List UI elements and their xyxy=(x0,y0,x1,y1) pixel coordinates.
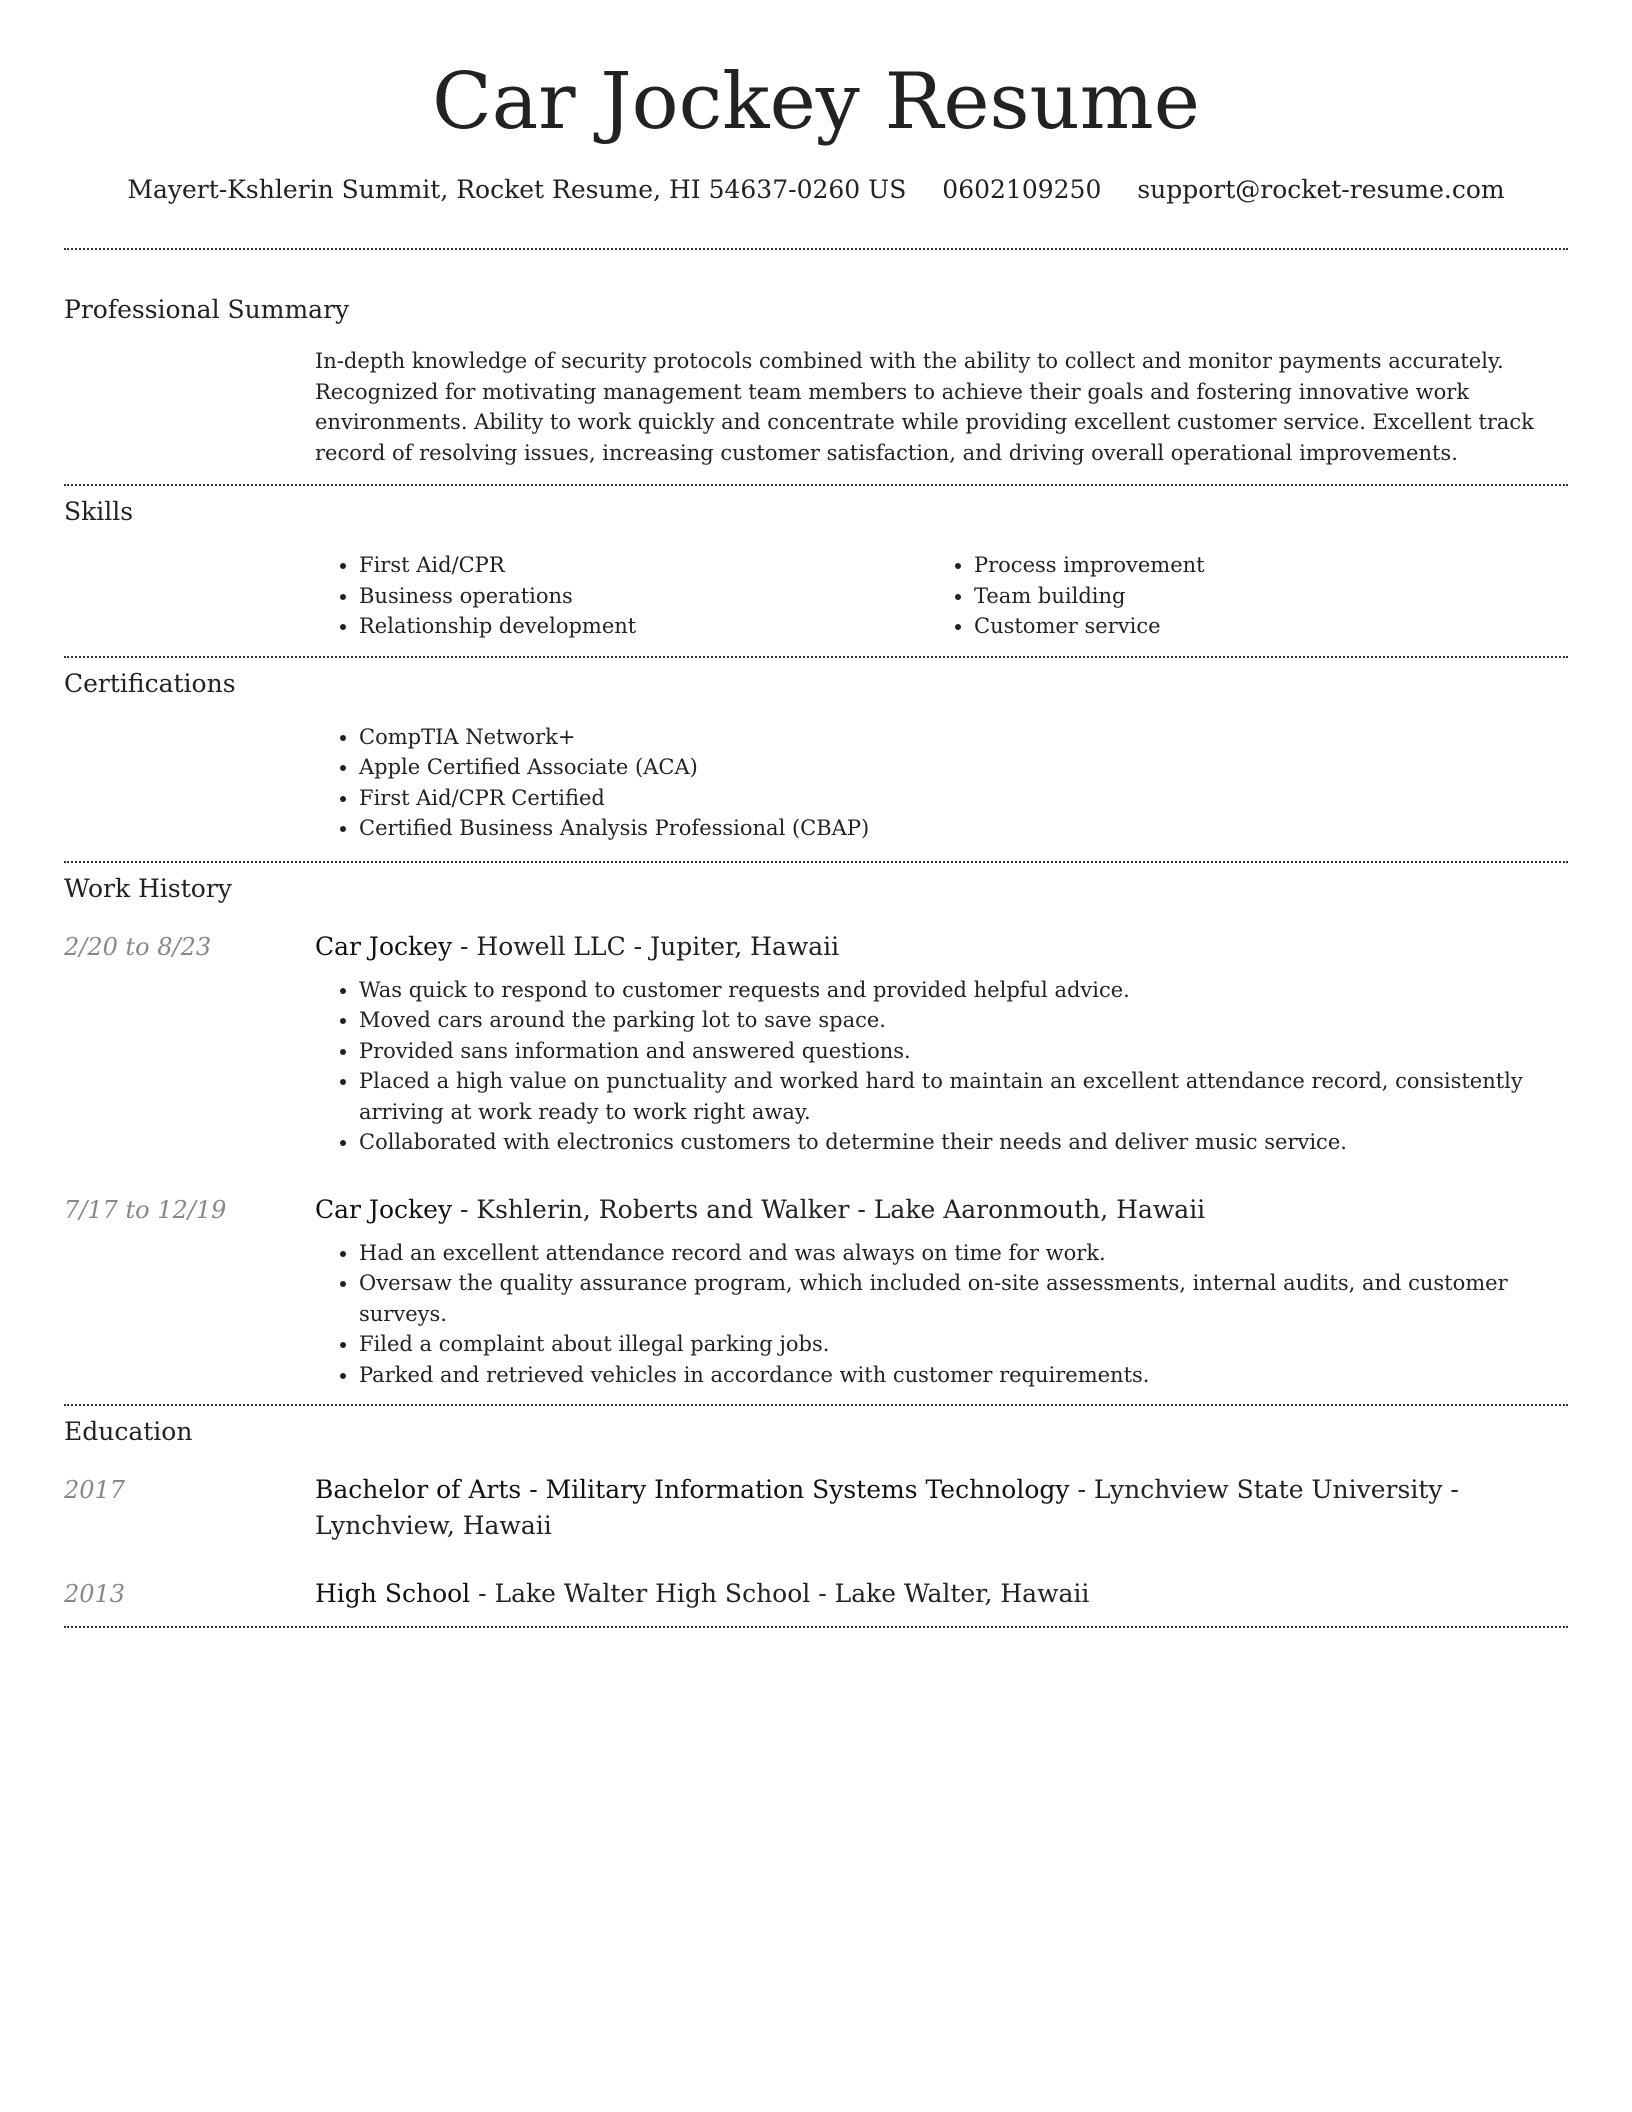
job-employer: - Howell LLC - Jupiter, Hawaii xyxy=(452,931,840,961)
contact-phone: 0602109250 xyxy=(942,175,1102,204)
divider xyxy=(64,1626,1568,1628)
education-school: - Lynchview State University - Lynchview, Hawaii xyxy=(315,1475,1459,1540)
job-employer: - Kshlerin, Roberts and Walker - Lake Aaronmouth, Hawaii xyxy=(452,1194,1206,1224)
contact-address: Mayert-Kshlerin Summit, Rocket Resume, HI 54637-0260 US xyxy=(127,175,907,204)
contact-line xyxy=(64,170,1568,210)
job-bullet: • Was quick to respond to customer requests and provided helpful advice. xyxy=(359,975,1568,1006)
summary-content xyxy=(315,346,1568,468)
job-dates: 7/17 to 12/19 xyxy=(64,1195,227,1224)
certification-item: • Certified Business Analysis Professional (CBAP) xyxy=(359,813,1568,844)
resume-title: Car Jockey Resume xyxy=(432,57,1200,147)
summary-text: In-depth knowledge of security protocols combined with the ability to collect and monitor payments accurately. Recognized for motivating management team members to achieve their goals and fostering innovative work environments. Ability to work quickly and concentrate while providing excellent customer service. Excellent track record of resolving issues, increasing customer satisfaction, and driving overall operational improvements. xyxy=(315,349,1534,465)
certifications-content xyxy=(315,722,1568,844)
skill-item: • Business operations xyxy=(359,581,930,612)
skills-column-right xyxy=(930,550,1545,642)
certifications-list xyxy=(315,722,1568,844)
certifications-heading: Certifications xyxy=(64,668,236,698)
job-bullets xyxy=(315,1238,1568,1391)
job-title: Car Jockey xyxy=(315,931,453,961)
job-title: Car Jockey xyxy=(315,1194,453,1224)
education-heading-line xyxy=(315,1472,1568,1544)
job-bullets xyxy=(315,975,1568,1158)
skill-item: • Customer service xyxy=(974,611,1545,642)
skill-item: • First Aid/CPR xyxy=(359,550,930,581)
education-heading-line xyxy=(315,1576,1568,1612)
job-bullet: • Provided sans information and answered questions. xyxy=(359,1036,1568,1067)
job-bullet: • Collaborated with electronics customers to determine their needs and deliver music service. xyxy=(359,1127,1568,1158)
skill-item: • Team building xyxy=(974,581,1545,612)
education-heading: Education xyxy=(64,1417,193,1446)
education-year: 2017 xyxy=(64,1476,126,1504)
summary-heading: Professional Summary xyxy=(64,295,350,324)
skills-list-right xyxy=(930,550,1545,642)
job-bullet: • Filed a complaint about illegal parking jobs. xyxy=(359,1329,1568,1360)
skills-column-left xyxy=(315,550,930,642)
education-entry xyxy=(64,1576,1568,1612)
certification-item: • First Aid/CPR Certified xyxy=(359,783,1568,814)
work-history-section xyxy=(64,863,1568,1405)
job-bullet: • Placed a high value on punctuality and worked hard to maintain an excellent attendance record, consistently arriving at work ready to work right away. xyxy=(359,1066,1568,1127)
education-degree: High School xyxy=(315,1579,471,1608)
job-entry xyxy=(64,1192,1568,1391)
certification-item: • CompTIA Network+ xyxy=(359,722,1568,753)
job-bullet: • Moved cars around the parking lot to save space. xyxy=(359,1005,1568,1036)
job-heading xyxy=(315,1192,1568,1228)
education-school: - Lake Walter High School - Lake Walter, Hawaii xyxy=(470,1579,1090,1608)
job-bullet: • Had an excellent attendance record and was always on time for work. xyxy=(359,1238,1568,1269)
job-bullet: • Parked and retrieved vehicles in accordance with customer requirements. xyxy=(359,1360,1568,1391)
certification-item: • Apple Certified Associate (ACA) xyxy=(359,752,1568,783)
education-year: 2013 xyxy=(64,1580,126,1608)
skills-section xyxy=(64,486,1568,656)
job-dates: 2/20 to 8/23 xyxy=(64,932,212,961)
summary-section xyxy=(64,250,1568,484)
work-history-heading: Work History xyxy=(64,873,232,903)
education-degree: Bachelor of Arts - Military Information Systems Technology xyxy=(315,1475,1070,1504)
skills-list-left xyxy=(315,550,930,642)
job-entry xyxy=(64,929,1568,1158)
skill-item: • Relationship development xyxy=(359,611,930,642)
skills-heading: Skills xyxy=(64,497,134,526)
job-bullet: • Oversaw the quality assurance program, which included on-site assessments, internal audits, and customer surveys. xyxy=(359,1268,1568,1329)
certifications-section xyxy=(64,658,1568,861)
education-section xyxy=(64,1406,1568,1626)
education-entry xyxy=(64,1472,1568,1544)
contact-email: support@rocket-resume.com xyxy=(1137,175,1505,204)
resume-page xyxy=(64,0,1568,1628)
skill-item: • Process improvement xyxy=(974,550,1545,581)
job-heading xyxy=(315,929,1568,965)
skills-grid xyxy=(315,550,1568,642)
